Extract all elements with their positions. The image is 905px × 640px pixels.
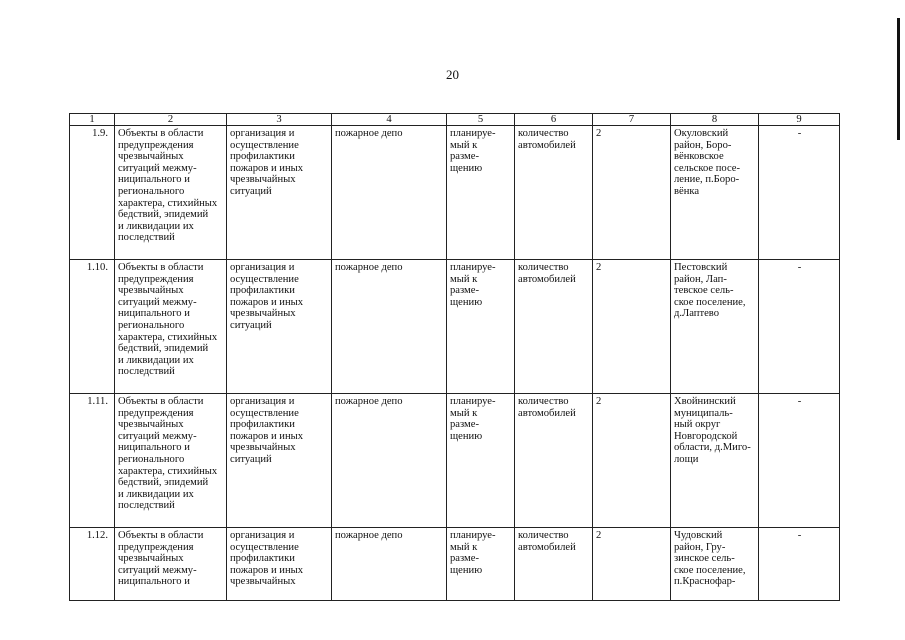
characteristic-cell: количество автомобилей [515, 394, 593, 528]
object-name-cell: пожарное депо [332, 126, 447, 260]
value-cell: 2 [593, 126, 671, 260]
purpose-cell: организация и осуществление профилактики пожаров и иных чрезвычайных ситуаций [227, 260, 332, 394]
row-number: 1.11. [70, 394, 115, 528]
object-type-cell: Объекты в области предупреждения чрезвычайных ситуаций межму- ниципального и регионального характера, стихийных бедствий, эпидемий и ликвидации их последствий [115, 260, 227, 394]
header-cell: 3 [227, 114, 332, 126]
purpose-cell: организация и осуществление профилактики пожаров и иных чрезвычайных ситуаций [227, 394, 332, 528]
location-cell: Пестовский район, Лап- тевское сель- ское поселение, д.Лаптево [671, 260, 759, 394]
zone-cell: - [759, 126, 840, 260]
status-cell: планируе- мый к разме- щению [447, 394, 515, 528]
row-number: 1.12. [70, 528, 115, 601]
status-cell: планируе- мый к разме- щению [447, 528, 515, 601]
characteristic-cell: количество автомобилей [515, 126, 593, 260]
table-row [70, 260, 840, 394]
margin-bar [897, 18, 900, 140]
object-name-cell: пожарное депо [332, 260, 447, 394]
location-cell: Хвойнинский муниципаль- ный округ Новгородской области, д.Миго- лощи [671, 394, 759, 528]
status-cell: планируе- мый к разме- щению [447, 126, 515, 260]
value-cell: 2 [593, 260, 671, 394]
table-row [70, 528, 840, 601]
header-cell: 2 [115, 114, 227, 126]
table-row [70, 394, 840, 528]
header-cell: 4 [332, 114, 447, 126]
table-header-row [70, 114, 840, 126]
characteristic-cell: количество автомобилей [515, 260, 593, 394]
purpose-cell: организация и осуществление профилактики пожаров и иных чрезвычайных [227, 528, 332, 601]
status-cell: планируе- мый к разме- щению [447, 260, 515, 394]
object-type-cell: Объекты в области предупреждения чрезвычайных ситуаций межму- ниципального и регионального характера, стихийных бедствий, эпидемий и ликвидации их последствий [115, 126, 227, 260]
zone-cell: - [759, 260, 840, 394]
value-cell: 2 [593, 528, 671, 601]
header-cell: 1 [70, 114, 115, 126]
location-cell: Окуловский район, Боро- вёнковское сельское посе- ление, п.Боро- вёнка [671, 126, 759, 260]
characteristic-cell: количество автомобилей [515, 528, 593, 601]
header-cell: 7 [593, 114, 671, 126]
row-number: 1.10. [70, 260, 115, 394]
table-row [70, 126, 840, 260]
header-cell: 9 [759, 114, 840, 126]
object-type-cell: Объекты в области предупреждения чрезвычайных ситуаций межму- ниципального и [115, 528, 227, 601]
page-number: 20 [446, 67, 459, 82]
header-cell: 8 [671, 114, 759, 126]
header-cell: 5 [447, 114, 515, 126]
value-cell: 2 [593, 394, 671, 528]
header-cell: 6 [515, 114, 593, 126]
object-name-cell: пожарное депо [332, 528, 447, 601]
zone-cell: - [759, 394, 840, 528]
zone-cell: - [759, 528, 840, 601]
purpose-cell: организация и осуществление профилактики пожаров и иных чрезвычайных ситуаций [227, 126, 332, 260]
object-name-cell: пожарное депо [332, 394, 447, 528]
row-number: 1.9. [70, 126, 115, 260]
object-type-cell: Объекты в области предупреждения чрезвычайных ситуаций межму- ниципального и регионального характера, стихийных бедствий, эпидемий и ликвидации их последствий [115, 394, 227, 528]
objects-table [69, 113, 840, 601]
location-cell: Чудовский район, Гру- зинское сель- ское поселение, п.Краснофар- [671, 528, 759, 601]
